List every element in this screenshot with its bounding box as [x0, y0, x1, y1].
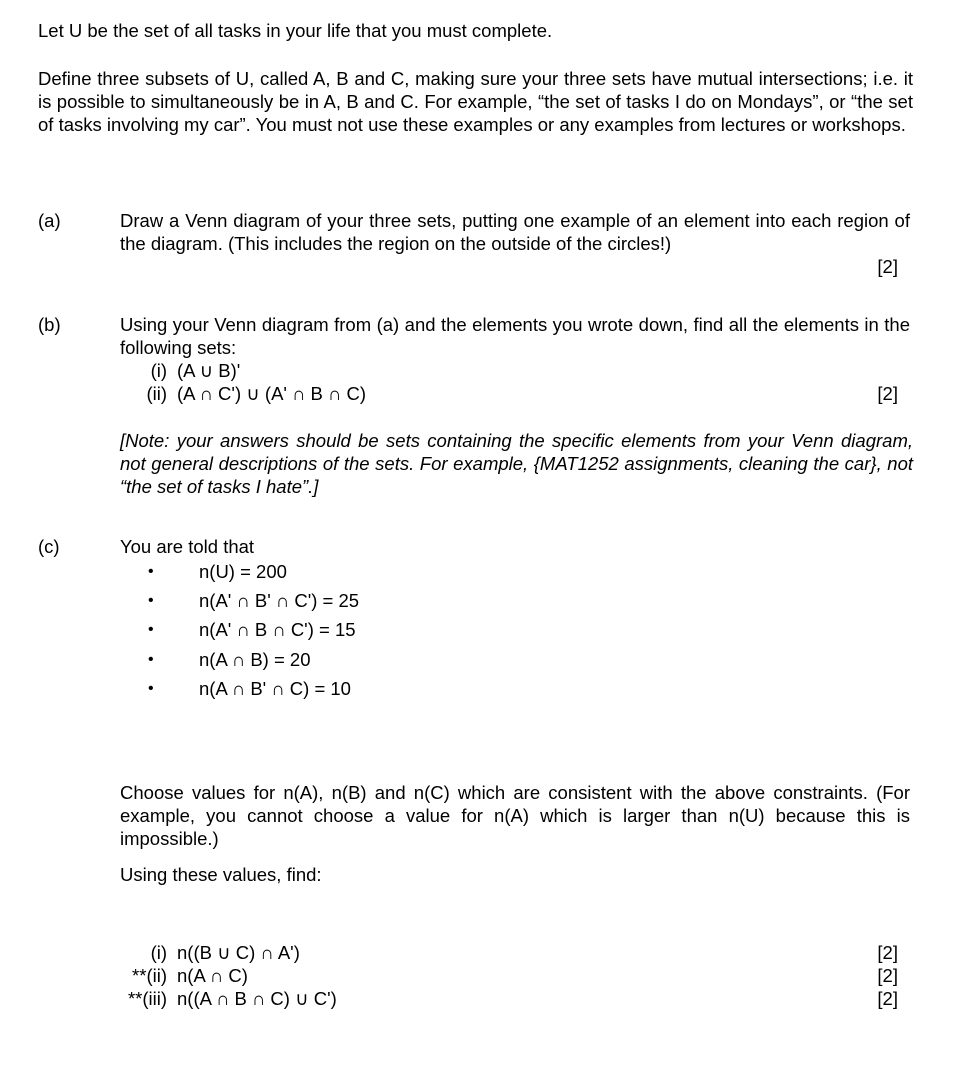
intro-paragraph: Define three subsets of U, called A, B and C, making sure your three sets have mutual intersections; i.e. it is possible to simultaneously be in A, B and C. For example, “the set of tasks I do on Mondays”, or “the set of tasks involving my car”. You must not use these examples or any examples from lectures or workshops.	[38, 68, 913, 135]
part-b-item-number: (ii)	[146, 383, 167, 404]
part-a-marks: [2]	[877, 256, 898, 277]
constraint-item: n(U) = 200	[199, 561, 287, 582]
part-b-label: (b)	[38, 314, 61, 335]
constraint-item: n(A' ∩ B' ∩ C') = 25	[199, 590, 360, 611]
part-c-item-marks: [2]	[877, 942, 898, 963]
part-b-note: [Note: your answers should be sets containing the specific elements from your Venn diagram, not general descriptions of the sets. For example, {MAT1252 assignments, cleaning the car}, not “the set of tasks I hate”.]	[120, 430, 913, 497]
part-c-item-number: **(iii)	[127, 988, 167, 1009]
bullet-icon: •	[148, 621, 154, 638]
part-c-item-marks: [2]	[877, 988, 898, 1009]
part-b-item-expression: (A ∩ C') ∪ (A' ∩ B ∩ C)	[177, 383, 366, 404]
part-c-intro: You are told that	[120, 536, 255, 557]
bullet-icon: •	[148, 592, 154, 609]
part-c-using-text: Using these values, find:	[120, 864, 322, 885]
intro-line: Let U be the set of all tasks in your life that you must complete.	[38, 20, 553, 41]
part-c-item-number: **(ii)	[132, 965, 167, 986]
part-c-item-marks: [2]	[877, 965, 898, 986]
part-b-item-number: (i)	[150, 360, 167, 381]
part-c-item-expression: n((A ∩ B ∩ C) ∪ C')	[177, 988, 337, 1009]
part-c-label: (c)	[38, 536, 60, 557]
part-b-item-expression: (A ∪ B)'	[177, 360, 241, 381]
part-b-marks: [2]	[877, 383, 898, 404]
constraint-item: n(A ∩ B) = 20	[199, 649, 311, 670]
constraint-item: n(A ∩ B' ∩ C) = 10	[199, 678, 351, 699]
constraint-item: n(A' ∩ B ∩ C') = 15	[199, 619, 356, 640]
part-c-item-expression: n((B ∪ C) ∩ A')	[177, 942, 300, 963]
bullet-icon: •	[148, 680, 154, 697]
part-a-text: Draw a Venn diagram of your three sets, putting one example of an element into each region of the diagram. (This includes the region on the outside of the circles!)	[120, 210, 910, 254]
part-c-item-expression: n(A ∩ C)	[177, 965, 248, 986]
part-a-label: (a)	[38, 210, 61, 231]
part-c-choose-text: Choose values for n(A), n(B) and n(C) which are consistent with the above constraints. (For example, you cannot choose a value for n(A) which is larger than n(U) because this is impossible.)	[120, 782, 910, 849]
part-c-item-number: (i)	[150, 942, 167, 963]
bullet-icon: •	[148, 563, 154, 580]
bullet-icon: •	[148, 651, 154, 668]
part-b-text: Using your Venn diagram from (a) and the elements you wrote down, find all the elements in the following sets:	[120, 314, 910, 358]
